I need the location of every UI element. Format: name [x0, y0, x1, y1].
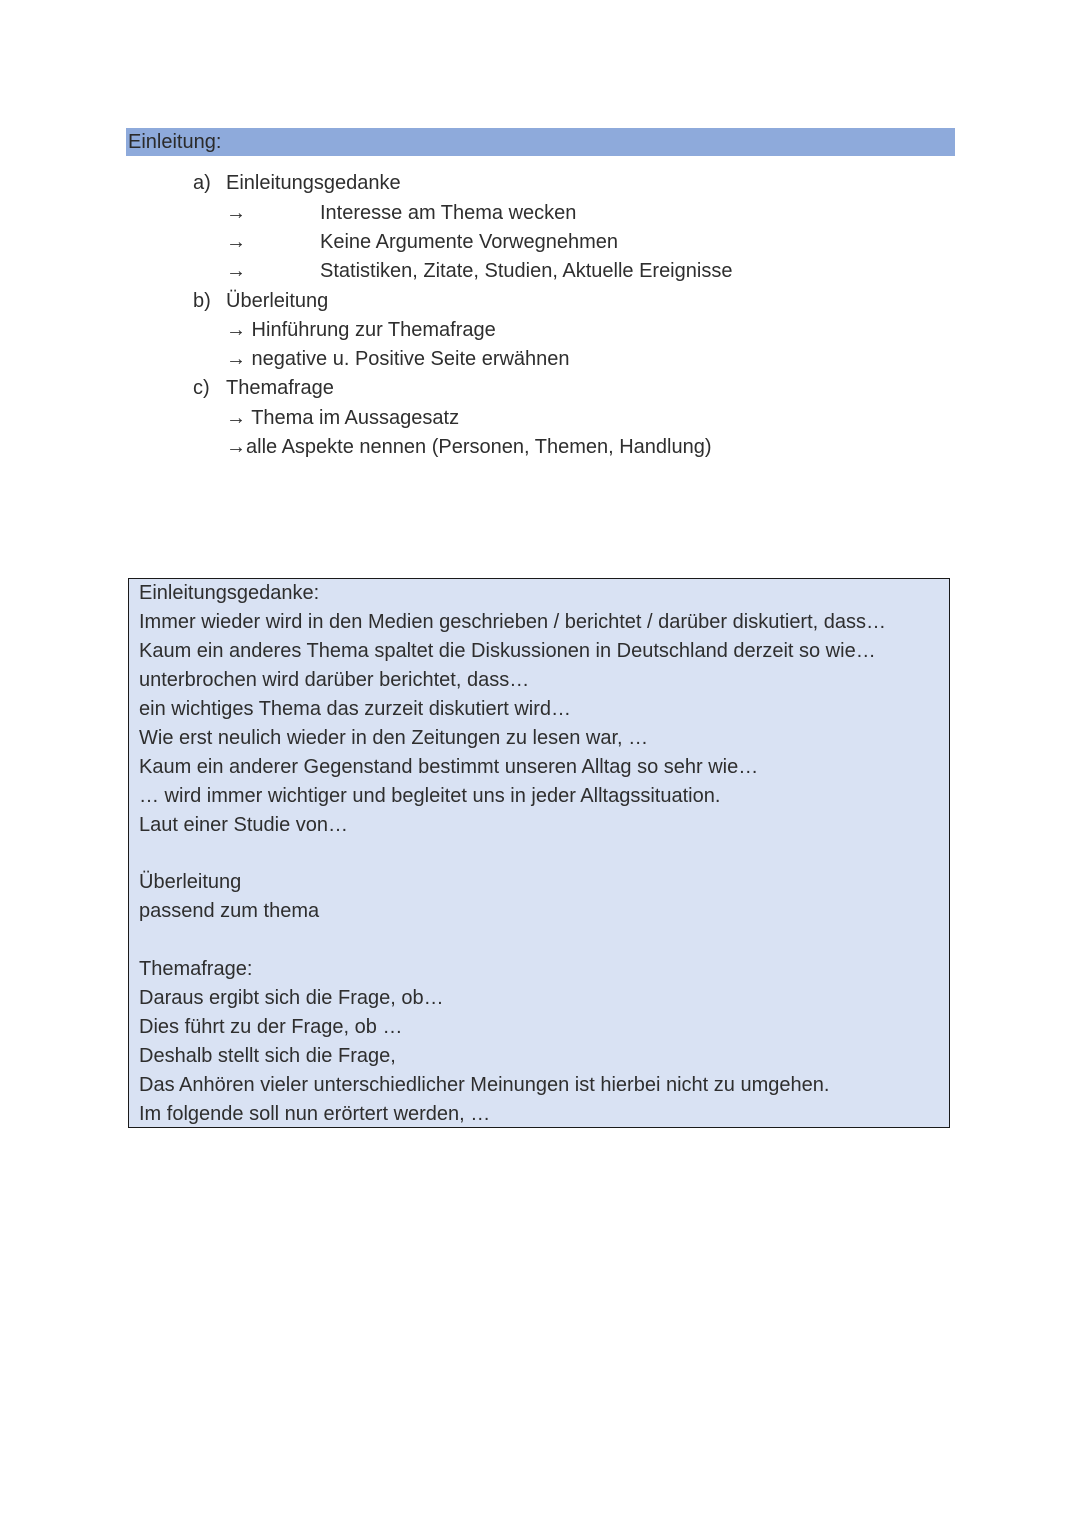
box-heading-einleitung: Einleitungsgedanke: — [139, 582, 320, 604]
box-phrase: Das Anhören vieler unterschiedlicher Meinungen ist hierbei nicht zu umgehen. — [139, 1074, 830, 1096]
outline-point-c2: →alle Aspekte nennen (Personen, Themen, Handlung) — [226, 436, 712, 458]
box-heading-themafrage: Themafrage: — [139, 958, 253, 980]
outline-point-b1: → Hinführung zur Themafrage — [226, 319, 496, 341]
outline-point-b2: → negative u. Positive Seite erwähnen — [226, 348, 570, 370]
box-phrase: Laut einer Studie von… — [139, 814, 349, 836]
box-phrase: passend zum thema — [139, 900, 320, 922]
box-phrase: Dies führt zu der Frage, ob … — [139, 1016, 403, 1038]
box-phrase: Daraus ergibt sich die Frage, ob… — [139, 987, 444, 1009]
outline-point-c1: → Thema im Aussagesatz — [226, 407, 460, 429]
outline-marker-b: b) — [193, 290, 211, 312]
arrow-icon: → — [226, 260, 246, 282]
box-phrase: Kaum ein anderes Thema spaltet die Diskussionen in Deutschland derzeit so wie… — [139, 640, 876, 662]
outline-point-a1: Interesse am Thema wecken — [320, 202, 577, 224]
box-phrase: Kaum ein anderer Gegenstand bestimmt unseren Alltag so sehr wie… — [139, 756, 759, 778]
phrase-box — [128, 578, 950, 1128]
outline-title-b: Überleitung — [226, 290, 329, 312]
arrow-icon: → — [226, 202, 246, 224]
box-phrase: Immer wieder wird in den Medien geschrieben / berichtet / darüber diskutiert, dass… — [139, 611, 887, 633]
outline-title-a: Einleitungsgedanke — [226, 172, 401, 194]
outline-marker-a: a) — [193, 172, 211, 194]
section-heading-bar — [126, 128, 955, 156]
section-heading: Einleitung: — [128, 131, 222, 153]
box-phrase: Im folgende soll nun erörtert werden, … — [139, 1103, 491, 1125]
box-phrase: Wie erst neulich wieder in den Zeitungen zu lesen war, … — [139, 727, 649, 749]
arrow-icon: → — [226, 231, 246, 253]
box-phrase: … wird immer wichtiger und begleitet uns in jeder Alltagssituation. — [139, 785, 721, 807]
outline-point-a2: Keine Argumente Vorwegnehmen — [320, 231, 618, 253]
box-phrase: unterbrochen wird darüber berichtet, dass… — [139, 669, 530, 691]
box-heading-ueberleitung: Überleitung — [139, 871, 242, 893]
outline-marker-c: c) — [193, 377, 210, 399]
box-phrase: Deshalb stellt sich die Frage, — [139, 1045, 396, 1067]
outline-point-a3: Statistiken, Zitate, Studien, Aktuelle Ereignisse — [320, 260, 733, 282]
box-phrase: ein wichtiges Thema das zurzeit diskutiert wird… — [139, 698, 572, 720]
outline-title-c: Themafrage — [226, 377, 334, 399]
